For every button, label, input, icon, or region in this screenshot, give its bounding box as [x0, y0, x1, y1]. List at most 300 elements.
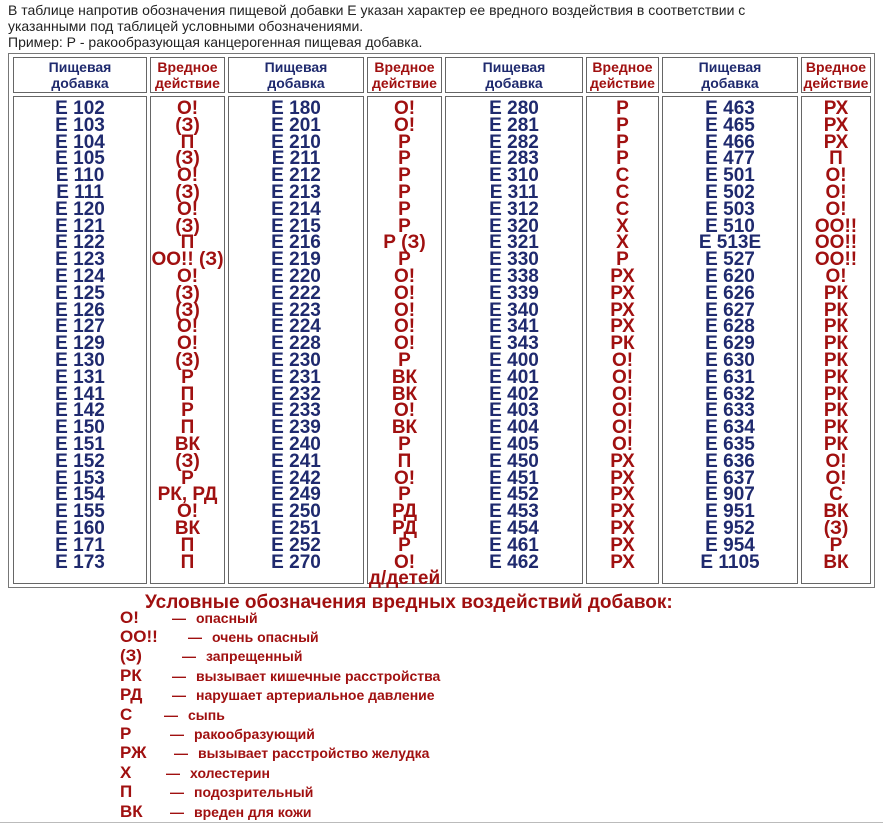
additive-code: Е 222 [271, 282, 321, 304]
additive-codes-3 [445, 96, 583, 584]
harm-effect: П [180, 232, 195, 254]
legend-symbol: О! [120, 607, 139, 627]
additive-code: Е 154 [55, 484, 105, 506]
legend-dash: — [182, 648, 196, 665]
harm-effect: О! [176, 333, 199, 355]
additive-code: Е 629 [705, 333, 755, 355]
additive-code: Е 213 [271, 181, 321, 203]
harm-effect: Р [398, 181, 411, 203]
harm-effect: РХ [610, 484, 635, 506]
additive-code: Е 630 [705, 349, 755, 371]
additive-code: Е 129 [55, 333, 105, 355]
legend-item [120, 627, 620, 646]
additive-code: Е 405 [489, 433, 539, 455]
additives-table [8, 53, 875, 588]
harm-effect: д/детей [368, 568, 441, 590]
legend-symbol: РК [120, 665, 142, 685]
additive-code: Е 201 [271, 114, 321, 136]
legend-dash: — [172, 609, 186, 626]
effect-header-line1: Вредное [374, 59, 435, 75]
additive-code: Е 311 [489, 181, 539, 203]
additive-code: Е 343 [489, 333, 539, 355]
intro-line-3: Пример: Р - ракообразующая канцерогенная пищевая добавка. [8, 34, 423, 50]
harm-effect: (З) [175, 181, 200, 203]
legend-description: вызывает кишечные расстройства [196, 667, 441, 684]
additive-code: Е 466 [705, 131, 755, 153]
additive-header-line1: Пищевая [48, 59, 112, 75]
additive-code: Е 130 [55, 349, 105, 371]
harm-effect: С [829, 484, 843, 506]
harm-effect: Р [398, 198, 411, 220]
harm-effect: РХ [610, 517, 635, 539]
additive-code: Е 320 [489, 215, 539, 237]
harm-effect: О! [176, 98, 199, 119]
effects-2 [367, 96, 442, 590]
harm-effect: (З) [175, 215, 200, 237]
harm-effect: РК [823, 383, 849, 405]
additive-code: Е 450 [489, 450, 539, 472]
harm-effect: РК [610, 333, 635, 355]
additive-code: Е 502 [705, 181, 755, 203]
harm-effect: П [180, 417, 195, 439]
harm-effect: (З) [175, 299, 200, 321]
additive-code: Е 620 [705, 265, 755, 287]
additive-code: Е 231 [271, 366, 321, 388]
harm-effect: ВК [391, 417, 418, 439]
harm-effect: Р [829, 534, 843, 556]
intro-line-1: В таблице напротив обозначения пищевой добавки Е указан характер ее вредного воздействия в соответствии с [8, 2, 746, 18]
additive-code: Е 952 [705, 517, 755, 539]
intro-line-2: указанными под таблицей условными обозначениями. [8, 18, 364, 34]
additive-code: Е 463 [705, 98, 755, 119]
additive-code: Е 214 [271, 198, 321, 220]
harm-effect: ВК [174, 517, 201, 539]
additive-code: Е 160 [55, 517, 105, 539]
legend-symbol: Х [120, 762, 132, 782]
legend-description: нарушает артериальное давление [196, 687, 435, 704]
harm-effect: РХ [610, 467, 635, 489]
harm-effect: О! [611, 366, 634, 388]
legend-symbol: РД [120, 685, 143, 705]
additive-code: Е 141 [55, 383, 105, 405]
legend-item [120, 724, 620, 743]
additive-code: Е 339 [489, 282, 539, 304]
additive-code: Е 341 [489, 316, 539, 338]
additive-code: Е 223 [271, 299, 321, 321]
legend-symbol: П [120, 782, 133, 802]
harm-effect: О! [611, 433, 634, 455]
additive-code: Е 503 [705, 198, 755, 220]
additive-code: Е 637 [705, 467, 755, 489]
effect-header-line2: действие [803, 75, 869, 91]
harm-effect: О! [176, 316, 199, 338]
legend-description: сыпь [188, 706, 225, 723]
legend-item [120, 647, 620, 666]
harm-effect: РК [823, 400, 849, 422]
harm-effect: Р [398, 534, 411, 556]
additive-code: Е 242 [271, 467, 321, 489]
additive-code: Е 281 [489, 114, 539, 136]
harm-effect: РХ [610, 316, 635, 338]
additive-code: Е 251 [271, 517, 321, 539]
harm-effect: П [180, 534, 195, 556]
additive-code: Е 954 [705, 534, 755, 556]
harm-effect: РХ [610, 501, 635, 523]
legend-dash: — [172, 687, 186, 704]
harm-effect: П [829, 148, 843, 170]
legend-description: холестерин [190, 764, 270, 781]
additive-code: Е 127 [55, 316, 105, 338]
additive-code: Е 636 [705, 450, 755, 472]
additive-code: Е 124 [55, 265, 105, 287]
harm-effect: РК [823, 316, 849, 338]
legend-dash: — [188, 629, 202, 646]
harm-effect: (З) [175, 282, 200, 304]
harm-effect: О! [825, 467, 847, 489]
additive-code: Е 477 [705, 148, 755, 170]
harm-effect: ОО!! [814, 249, 858, 271]
legend-dash: — [166, 764, 180, 781]
legend-symbol: ОО!! [120, 627, 158, 647]
harm-effect: О! [393, 400, 416, 422]
additive-code: Е 120 [55, 198, 105, 220]
harm-effect: С [615, 181, 630, 203]
additive-codes-2 [228, 96, 364, 584]
harm-effect: С [615, 165, 630, 187]
harm-effect: РХ [610, 265, 635, 287]
additive-code: Е 240 [271, 433, 321, 455]
additive-header [13, 57, 147, 93]
additive-code: Е 150 [55, 417, 105, 439]
additive-header [662, 57, 798, 93]
additive-code: Е 453 [489, 501, 539, 523]
effect-column-1 [150, 57, 225, 584]
harm-effect: О! [176, 265, 199, 287]
additive-header-line1: Пищевая [698, 59, 762, 75]
harm-effect: Р [398, 249, 411, 271]
harm-effect: Х [616, 215, 629, 237]
harm-effect: О! [825, 198, 847, 220]
additive-code: Е 338 [489, 265, 539, 287]
harm-effect: РК [823, 417, 849, 439]
harm-effect: П [180, 131, 195, 153]
harm-effect: РК [823, 333, 849, 355]
legend-symbol: (З) [120, 646, 142, 666]
additive-code: Е 282 [489, 131, 539, 153]
additive-code: Е 220 [271, 265, 321, 287]
additive-code: Е 173 [55, 551, 105, 573]
harm-effect: О! [393, 114, 416, 136]
harm-effect: Р [398, 215, 411, 237]
additive-code: Е 216 [271, 232, 321, 254]
additive-code: Е 454 [489, 517, 539, 539]
additive-code: Е 103 [55, 114, 105, 136]
effect-header [586, 57, 659, 93]
harm-effect: РК [823, 282, 849, 304]
harm-effect: О! [393, 98, 416, 119]
harm-effect: О! [393, 467, 416, 489]
additive-code: Е 241 [271, 450, 321, 472]
harm-effect: Р [616, 249, 629, 271]
legend-symbol: РЖ [120, 743, 147, 763]
legend-description: запрещенный [206, 648, 303, 665]
harm-effect: РК, РД [157, 484, 218, 506]
additive-code: Е 451 [489, 467, 539, 489]
effect-header [367, 57, 442, 93]
harm-effect: Р (З) [383, 232, 426, 254]
additive-code: Е 230 [271, 349, 321, 371]
additive-code: Е 310 [489, 165, 539, 187]
additive-code: Е 252 [271, 534, 321, 556]
legend-dash: — [170, 726, 184, 743]
harm-effect: О! [176, 198, 199, 220]
harm-effect: (З) [175, 450, 200, 472]
harm-effect: Р [398, 148, 411, 170]
harm-effect: (З) [823, 517, 849, 539]
legend-item [120, 686, 620, 705]
legend-dash: — [170, 784, 184, 801]
harm-effect: О! [176, 165, 199, 187]
effect-column-3 [586, 57, 659, 584]
harm-effect: РХ [610, 450, 635, 472]
harm-effect: Х [616, 232, 629, 254]
additive-code: Е 631 [705, 366, 755, 388]
harm-effect: РД [391, 517, 417, 539]
additive-code: Е 465 [705, 114, 755, 136]
effect-header-line1: Вредное [805, 59, 867, 75]
effect-header-line2: действие [590, 75, 655, 91]
legend-dash: — [172, 667, 186, 684]
legend-description: вреден для кожи [194, 803, 312, 820]
effect-header-line2: действие [372, 75, 437, 91]
additive-code: Е 634 [705, 417, 755, 439]
harm-effect: О! [825, 181, 847, 203]
harm-effect: П [180, 383, 195, 405]
additive-code: Е 151 [55, 433, 105, 455]
legend-dash: — [170, 803, 184, 820]
additive-code: Е 907 [705, 484, 755, 506]
legend-symbol: ВК [120, 801, 143, 821]
bottom-divider [0, 822, 883, 823]
additive-code: Е 111 [56, 181, 104, 203]
additive-code: Е 105 [55, 148, 105, 170]
harm-effect: О! [825, 265, 847, 287]
additive-code: Е 224 [271, 316, 321, 338]
harm-effect: Р [398, 165, 411, 187]
harm-effect: (З) [175, 349, 200, 371]
harm-effect: О! [611, 383, 634, 405]
additive-code: Е 102 [55, 98, 105, 119]
legend-dash: — [174, 745, 188, 762]
additive-code: Е 110 [55, 165, 105, 187]
additive-code: Е 401 [489, 366, 539, 388]
additive-code: Е 239 [271, 417, 321, 439]
additive-column-1 [13, 57, 147, 584]
harm-effect: О! [393, 282, 416, 304]
effects-4 [801, 96, 871, 584]
additive-code: Е 513Е [698, 232, 762, 254]
harm-effect: О! [611, 400, 634, 422]
effects-3 [586, 96, 659, 584]
additive-code: Е 951 [705, 501, 755, 523]
additive-code: Е 633 [705, 400, 755, 422]
effect-header-line1: Вредное [157, 59, 218, 75]
additive-code: Е 402 [489, 383, 539, 405]
legend-description: ракообразующий [194, 726, 315, 743]
legend-item [120, 608, 620, 627]
additive-code: Е 211 [271, 148, 321, 170]
intro-text [8, 2, 878, 50]
harm-effect: Р [181, 366, 194, 388]
additive-code: Е 228 [271, 333, 321, 355]
additive-code: Е 142 [55, 400, 105, 422]
additive-code: Е 527 [705, 249, 755, 271]
effect-header-line2: действие [155, 75, 220, 91]
harm-effect: ВК [391, 383, 418, 405]
legend-item [120, 666, 620, 685]
additive-code: Е 403 [489, 400, 539, 422]
legend-description: вызывает расстройство желудка [198, 745, 430, 762]
harm-effect: Р [616, 131, 629, 153]
harm-effect: О! [393, 333, 416, 355]
additive-code: Е 232 [271, 383, 321, 405]
harm-effect: РК [823, 366, 849, 388]
additive-code: Е 270 [271, 551, 321, 573]
harm-effect: О! [393, 265, 416, 287]
harm-effect: РХ [823, 98, 849, 119]
additive-code: Е 321 [489, 232, 539, 254]
additive-code: Е 312 [489, 198, 539, 220]
additive-code: Е 452 [489, 484, 539, 506]
additive-code: Е 400 [489, 349, 539, 371]
harm-effect: РХ [823, 114, 849, 136]
harm-effect: О! [611, 349, 634, 371]
additive-code: Е 632 [705, 383, 755, 405]
additive-header [445, 57, 583, 93]
additive-code: Е 219 [271, 249, 321, 271]
legend-item [120, 763, 620, 782]
additive-code: Е 121 [55, 215, 105, 237]
legend-item [120, 744, 620, 763]
harm-effect: ОО!! [814, 232, 858, 254]
additive-code: Е 626 [705, 282, 755, 304]
additive-codes-4 [662, 96, 798, 584]
additive-code: Е 249 [271, 484, 321, 506]
harm-effect: О! [825, 450, 847, 472]
additive-code: Е 210 [271, 131, 321, 153]
legend-description: опасный [196, 609, 258, 626]
additive-code: Е 126 [55, 299, 105, 321]
legend-description: очень опасный [212, 629, 319, 646]
additive-code: Е 404 [489, 417, 539, 439]
legend-symbol: С [120, 704, 133, 724]
additive-code: Е 635 [705, 433, 755, 455]
additive-column-3 [445, 57, 583, 584]
harm-effect: Р [181, 400, 194, 422]
harm-effect: РК [823, 299, 849, 321]
harm-effect: ВК [823, 551, 849, 573]
harm-effect: О! [393, 299, 416, 321]
harm-effect: РК [823, 433, 849, 455]
harm-effect: ВК [823, 501, 849, 523]
additive-code: Е 212 [271, 165, 321, 187]
harm-effect: С [615, 198, 630, 220]
harm-effect: О! [176, 501, 199, 523]
legend-list [120, 608, 620, 821]
effect-column-2 [367, 57, 442, 590]
additive-code: Е 215 [271, 215, 321, 237]
additive-code: Е 283 [489, 148, 539, 170]
harm-effect: Р [616, 148, 629, 170]
legend-description: подозрительный [194, 784, 314, 801]
additive-code: Е 1105 [700, 551, 760, 573]
additive-header-line1: Пищевая [482, 59, 546, 75]
harm-effect: РХ [610, 299, 635, 321]
additive-code: Е 125 [55, 282, 105, 304]
additive-code: Е 330 [489, 249, 539, 271]
additive-header-line2: добавка [485, 75, 543, 91]
effect-header [150, 57, 225, 93]
additive-header [228, 57, 364, 93]
harm-effect: (З) [175, 148, 200, 170]
effects-1 [150, 96, 225, 584]
legend-item [120, 802, 620, 821]
additive-code: Е 104 [55, 131, 105, 153]
additive-code: Е 461 [489, 534, 539, 556]
harm-effect: РК [823, 349, 849, 371]
effect-column-4 [801, 57, 871, 584]
additive-code: Е 510 [705, 215, 755, 237]
harm-effect: РХ [610, 551, 635, 573]
harm-effect: Р [616, 98, 629, 119]
harm-effect: Р [398, 131, 411, 153]
harm-effect: О! [611, 417, 634, 439]
harm-effect: Р [616, 114, 629, 136]
harm-effect: Р [398, 349, 411, 371]
additive-header-line2: добавка [51, 75, 109, 91]
additive-code: Е 628 [705, 316, 755, 338]
harm-effect: О! [825, 165, 847, 187]
additive-header-line2: добавка [701, 75, 759, 91]
additive-code: Е 233 [271, 400, 321, 422]
additive-code: Е 462 [489, 551, 539, 573]
harm-effect: О! [393, 551, 416, 573]
harm-effect: Р [398, 433, 411, 455]
effect-header-line1: Вредное [592, 59, 653, 75]
harm-effect: ОО!! (З) [151, 249, 224, 271]
harm-effect: (З) [175, 114, 200, 136]
effect-header [801, 57, 871, 93]
harm-effect: ВК [174, 433, 201, 455]
harm-effect: ВК [391, 366, 418, 388]
harm-effect: Р [398, 484, 411, 506]
harm-effect: П [397, 450, 412, 472]
legend-item [120, 783, 620, 802]
harm-effect: П [180, 551, 195, 573]
additive-code: Е 131 [55, 366, 105, 388]
legend-symbol: Р [120, 724, 132, 744]
additive-code: Е 155 [55, 501, 105, 523]
harm-effect: ОО!! [814, 215, 858, 237]
additive-code: Е 340 [489, 299, 539, 321]
additive-code: Е 123 [55, 249, 105, 271]
harm-effect: РХ [610, 534, 635, 556]
additive-code: Е 280 [489, 98, 539, 119]
additive-column-2 [228, 57, 364, 584]
additive-code: Е 250 [271, 501, 321, 523]
additive-code: Е 627 [705, 299, 755, 321]
legend-title: Условные обозначения вредных воздействий добавок: [145, 592, 673, 613]
